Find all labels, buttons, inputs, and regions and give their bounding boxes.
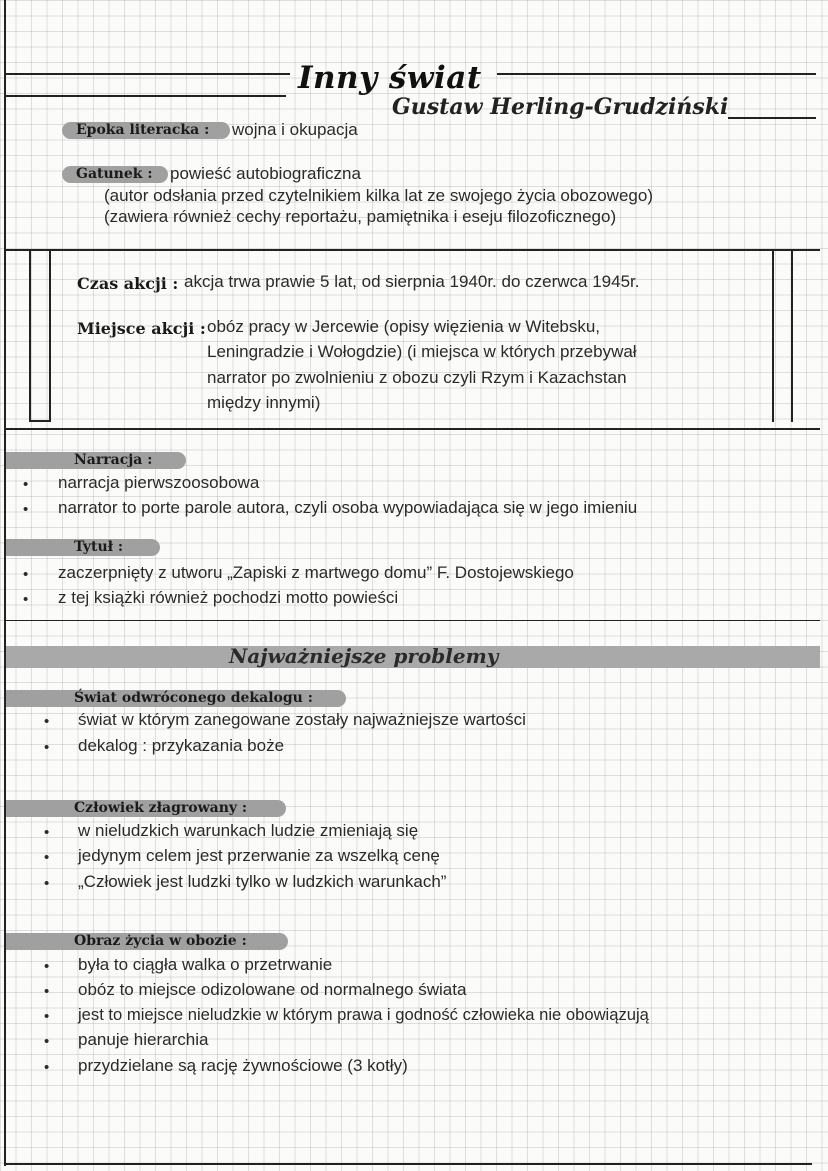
box-bottom-rule	[29, 420, 51, 422]
tytul-item: z tej książki również pochodzi motto powieści	[58, 588, 399, 607]
miejsce-line: między innymi)	[207, 393, 321, 412]
tytul-item: zaczerpnięty z utworu „Zapiski z martwego domu” F. Dostojewskiego	[58, 563, 574, 582]
header-rule	[497, 73, 816, 75]
bullet-icon: •	[44, 1008, 50, 1025]
miejsce-line: obóz pracy w Jercewie (opisy więzienia w Witebsku,	[207, 317, 601, 336]
bullet-icon: •	[44, 824, 50, 841]
page-title: Inny świat	[298, 60, 482, 96]
narracja-item: narracja pierwszoosobowa	[58, 473, 260, 492]
box-rule-right-outer	[791, 250, 793, 422]
box-top-rule	[6, 249, 820, 251]
obraz-item: panuje hierarchia	[78, 1030, 209, 1049]
epoka-value: wojna i okupacja	[232, 120, 358, 139]
dekalog-item: świat w którym zanegowane zostały najważniejsze wartości	[78, 710, 526, 729]
obraz-item: obóz to miejsce odizolowane od normalnego świata	[78, 980, 467, 999]
section-divider	[6, 620, 820, 621]
miejsce-line: Leningradzie i Wołogdzie) (i miejsca w których przebywał	[207, 342, 637, 361]
bullet-icon: •	[44, 1033, 50, 1050]
problemy-heading: Najważniejsze problemy	[229, 644, 499, 668]
bullet-icon: •	[23, 501, 29, 518]
gatunek-note: (autor odsłania przed czytelnikiem kilka lat ze swojego życia obozowego)	[104, 186, 653, 205]
czas-label: Czas akcji :	[77, 274, 179, 293]
epoka-label: Epoka literacka :	[62, 122, 230, 139]
bullet-icon: •	[23, 566, 29, 583]
obraz-item: przydzielane są rację żywnościowe (3 kotły)	[78, 1056, 408, 1075]
dekalog-item: dekalog : przykazania boże	[78, 736, 285, 755]
czas-value: akcja trwa prawie 5 lat, od sierpnia 1940r. do czerwca 1945r.	[184, 272, 640, 291]
obraz-label: Obraz życia w obozie :	[6, 933, 288, 950]
bullet-icon: •	[44, 739, 50, 756]
box-rule-left-outer	[29, 250, 31, 420]
author-name: Gustaw Herling-Grudziński	[392, 94, 729, 120]
obraz-item: jest to miejsce nieludzkie w którym prawa i godność człowieka nie obowiązują	[78, 1005, 649, 1024]
bullet-icon: •	[44, 1059, 50, 1076]
czlowiek-label: Człowiek złagrowany :	[6, 800, 286, 817]
bullet-icon: •	[44, 958, 50, 975]
gatunek-label: Gatunek :	[62, 166, 168, 183]
miejsce-line: narrator po zwolnieniu z obozu czyli Rzym i Kazachstan	[207, 368, 627, 387]
bullet-icon: •	[44, 875, 50, 892]
bullet-icon: •	[44, 849, 50, 866]
gatunek-value: powieść autobiograficzna	[170, 164, 361, 183]
header-rule	[728, 117, 816, 119]
narracja-label: Narracja :	[6, 452, 186, 469]
bullet-icon: •	[44, 983, 50, 1000]
tytul-label: Tytuł :	[6, 539, 160, 556]
header-rule	[6, 73, 290, 75]
czlowiek-item: „Człowiek jest ludzki tylko w ludzkich warunkach”	[78, 872, 447, 891]
box-bottom-rule	[6, 428, 820, 430]
header-rule	[6, 95, 286, 97]
obraz-item: była to ciągła walka o przetrwanie	[78, 955, 333, 974]
box-rule-right-inner	[772, 250, 774, 422]
czlowiek-item: jedynym celem jest przerwanie za wszelką cenę	[78, 846, 440, 865]
page-left-border	[4, 0, 6, 1166]
page-bottom-border	[4, 1163, 812, 1165]
bullet-icon: •	[44, 713, 50, 730]
bullet-icon: •	[23, 476, 29, 493]
narracja-item: narrator to porte parole autora, czyli osoba wypowiadająca się w jego imieniu	[58, 498, 638, 517]
box-rule-left-inner	[49, 250, 51, 422]
miejsce-label: Miejsce akcji :	[77, 319, 206, 338]
bullet-icon: •	[23, 591, 29, 608]
czlowiek-item: w nieludzkich warunkach ludzie zmieniają się	[78, 821, 419, 840]
dekalog-label: Świat odwróconego dekalogu :	[6, 690, 346, 707]
gatunek-note: (zawiera również cechy reportażu, pamiętnika i eseju filozoficznego)	[104, 207, 617, 226]
